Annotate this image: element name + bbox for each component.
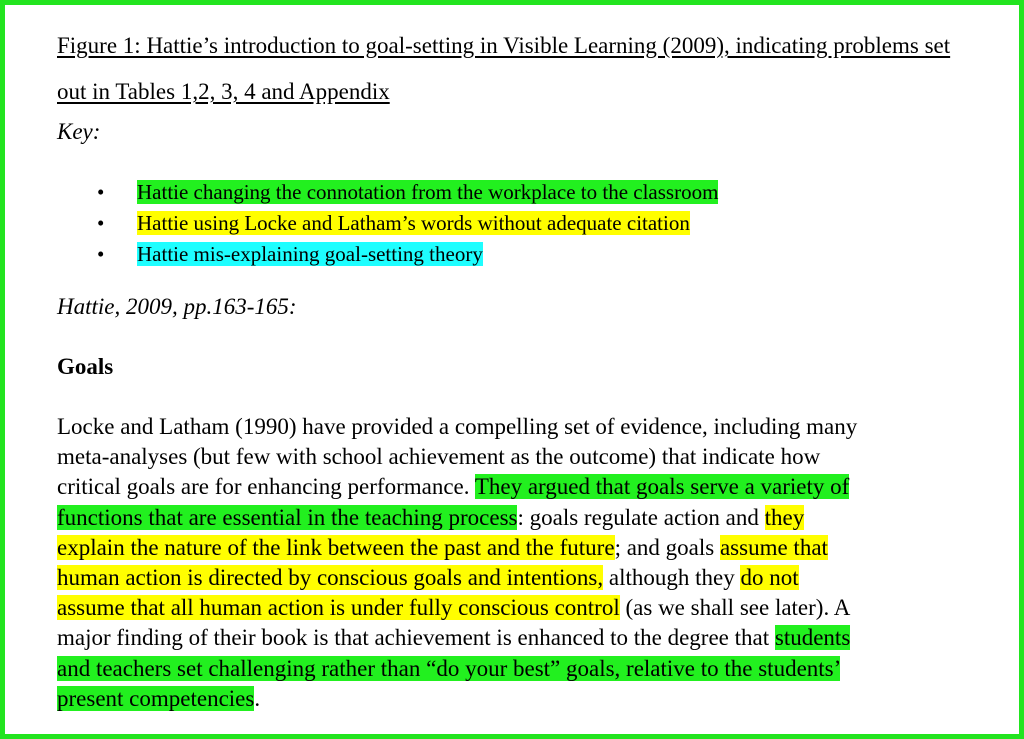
citation: Hattie, 2009, pp.163-165: [57, 294, 297, 319]
section-heading: Goals [57, 354, 114, 379]
highlight-green: students [774, 625, 851, 651]
key-item-text: Hattie changing the connotation from the workplace to the classroom [137, 180, 719, 204]
highlight-yellow: do not [740, 565, 799, 591]
key-item-text: Hattie using Locke and Latham’s words without adequate citation [137, 211, 690, 235]
key-item-citation [57, 208, 987, 239]
text-segment: ; and goals [614, 534, 720, 560]
paragraph-line [57, 686, 260, 711]
text-segment: meta-analyses (but few with school achievement as the outcome) that indicate how [57, 444, 821, 470]
paragraph-line [57, 535, 828, 560]
text-segment: Locke and Latham (1990) have provided a compelling set of evidence, including many [57, 414, 858, 439]
text-segment: major finding of their book is that achievement is enhanced to the degree that [57, 625, 775, 651]
highlight-yellow: human action is directed by conscious goals and intentions, [57, 565, 604, 591]
bullet-icon: • [97, 211, 105, 235]
highlight-green: and teachers set challenging rather than “do your best” goals, relative to the students’ [57, 655, 840, 681]
highlight-yellow: assume that all human action is under fully conscious control [57, 595, 620, 621]
bullet-icon: • [97, 180, 105, 204]
key-item-text: Hattie mis-explaining goal-setting theory [137, 242, 483, 266]
paragraph-line [57, 444, 820, 469]
highlight-yellow: explain the nature of the link between the past and the future [57, 534, 615, 560]
highlight-green: present competencies [57, 685, 255, 711]
paragraph-line [57, 474, 849, 499]
paragraph-line [57, 414, 857, 439]
paragraph-line [57, 595, 849, 620]
figure-title: Figure 1: Hattie’s introduction to goal-setting in Visible Learning (2009), indicating problems set out in Tables 1,2, 3, 4 and Appendix [57, 33, 951, 104]
highlight-yellow: assume that [719, 534, 828, 560]
highlight-yellow: they [764, 504, 805, 530]
paragraph-line [57, 625, 850, 650]
text-segment: critical goals are for enhancing performance. [57, 474, 475, 500]
key-item-misexplaining [57, 239, 987, 270]
document-content [57, 23, 987, 714]
key-label: Key: [57, 119, 101, 144]
highlight-green: They argued that goals serve a variety of [474, 474, 850, 500]
paragraph-line [57, 505, 804, 530]
body-paragraph [57, 412, 982, 714]
key-item-workplace [57, 177, 987, 208]
text-segment: : goals regulate action and [517, 504, 765, 530]
highlight-green: functions that are essential in the teaching process [57, 504, 518, 530]
text-segment: although they [603, 565, 741, 591]
text-segment: . [254, 685, 261, 711]
paragraph-line [57, 565, 799, 590]
text-segment: (as we shall see later). A [619, 595, 850, 621]
key-list [57, 177, 987, 270]
paragraph-line [57, 656, 840, 681]
bullet-icon: • [97, 242, 105, 266]
